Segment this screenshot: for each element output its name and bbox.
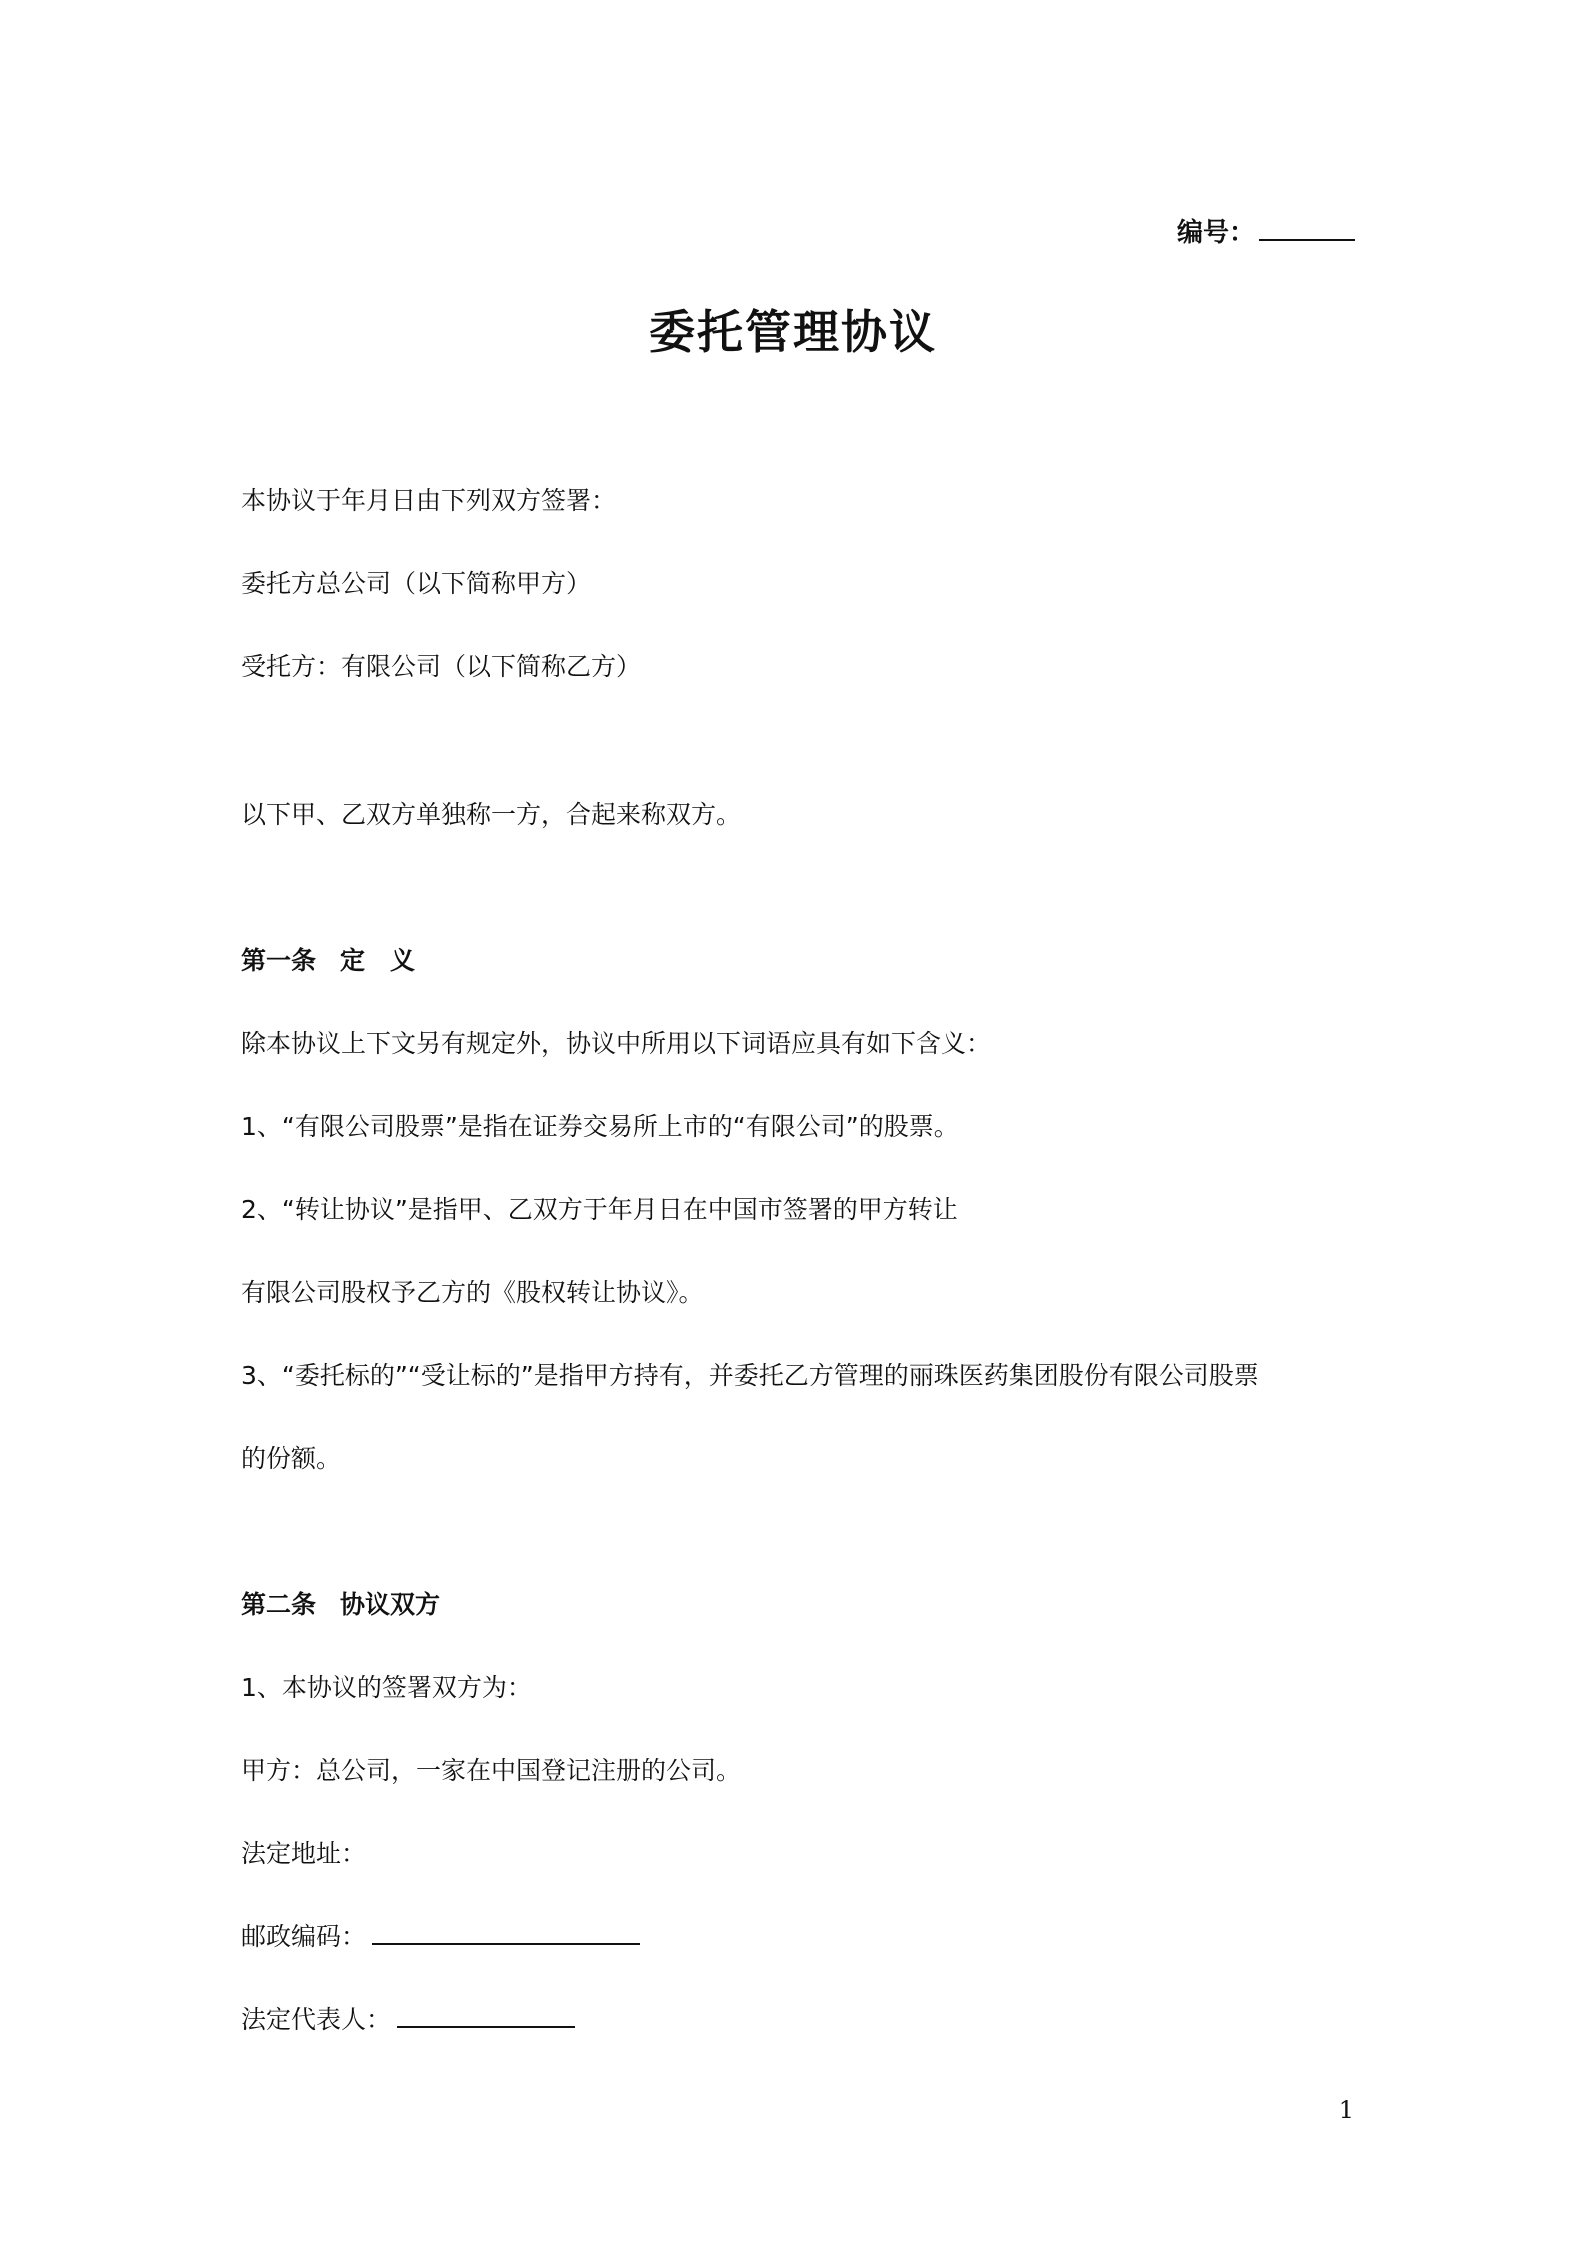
signing-statement: 本协议于年月日由下列双方签署： [241, 486, 617, 515]
article-1-item-2-line-1: 2、“转让协议”是指甲、乙双方于年月日在中国市签署的甲方转让 [241, 1195, 958, 1224]
document-number-blank [1259, 215, 1355, 241]
article-2-number: 第二条 [241, 1590, 317, 1619]
article-1-item-1: 1、“有限公司股票”是指在证券交易所上市的“有限公司”的股票。 [241, 1112, 959, 1141]
collective-statement: 以下甲、乙双方单独称一方，合起来称双方。 [241, 800, 742, 829]
representative-blank [397, 2004, 575, 2028]
article-2-party-a: 甲方：总公司，一家在中国登记注册的公司。 [241, 1756, 742, 1785]
postcode-field [241, 1920, 640, 1954]
party-a-intro: 委托方总公司（以下简称甲方） [241, 569, 592, 598]
postcode-label: 邮政编码： [241, 1922, 367, 1951]
party-b-intro: 受托方：有限公司（以下简称乙方） [241, 652, 642, 681]
article-2-item-1: 1、本协议的签署双方为： [241, 1673, 532, 1702]
representative-field [241, 2003, 575, 2037]
article-1-item-2-line-2: 有限公司股权予乙方的《股权转让协议》。 [241, 1278, 704, 1307]
document-number-label: 编号： [1176, 218, 1255, 248]
article-1-heading [241, 944, 415, 978]
page-number: 1 [1338, 2096, 1354, 2124]
article-1-item-3-line-1: 3、“委托标的”“受让标的”是指甲方持有，并委托乙方管理的丽珠医药集团股份有限公司股票 [241, 1361, 1259, 1390]
article-2-title: 协议双方 [340, 1590, 441, 1619]
article-1-lead: 除本协议上下文另有规定外，协议中所用以下词语应具有如下含义： [241, 1029, 992, 1058]
article-1-title: 定 义 [340, 946, 416, 975]
article-1-number: 第一条 [241, 946, 317, 975]
article-2-heading [241, 1588, 440, 1622]
address-label: 法定地址： [241, 1839, 367, 1868]
document-number [1177, 212, 1355, 249]
postcode-blank [372, 1921, 640, 1945]
article-1-item-3-line-2: 的份额。 [241, 1444, 342, 1473]
representative-label: 法定代表人： [241, 2005, 392, 2034]
document-title: 委托管理协议 [649, 305, 937, 359]
